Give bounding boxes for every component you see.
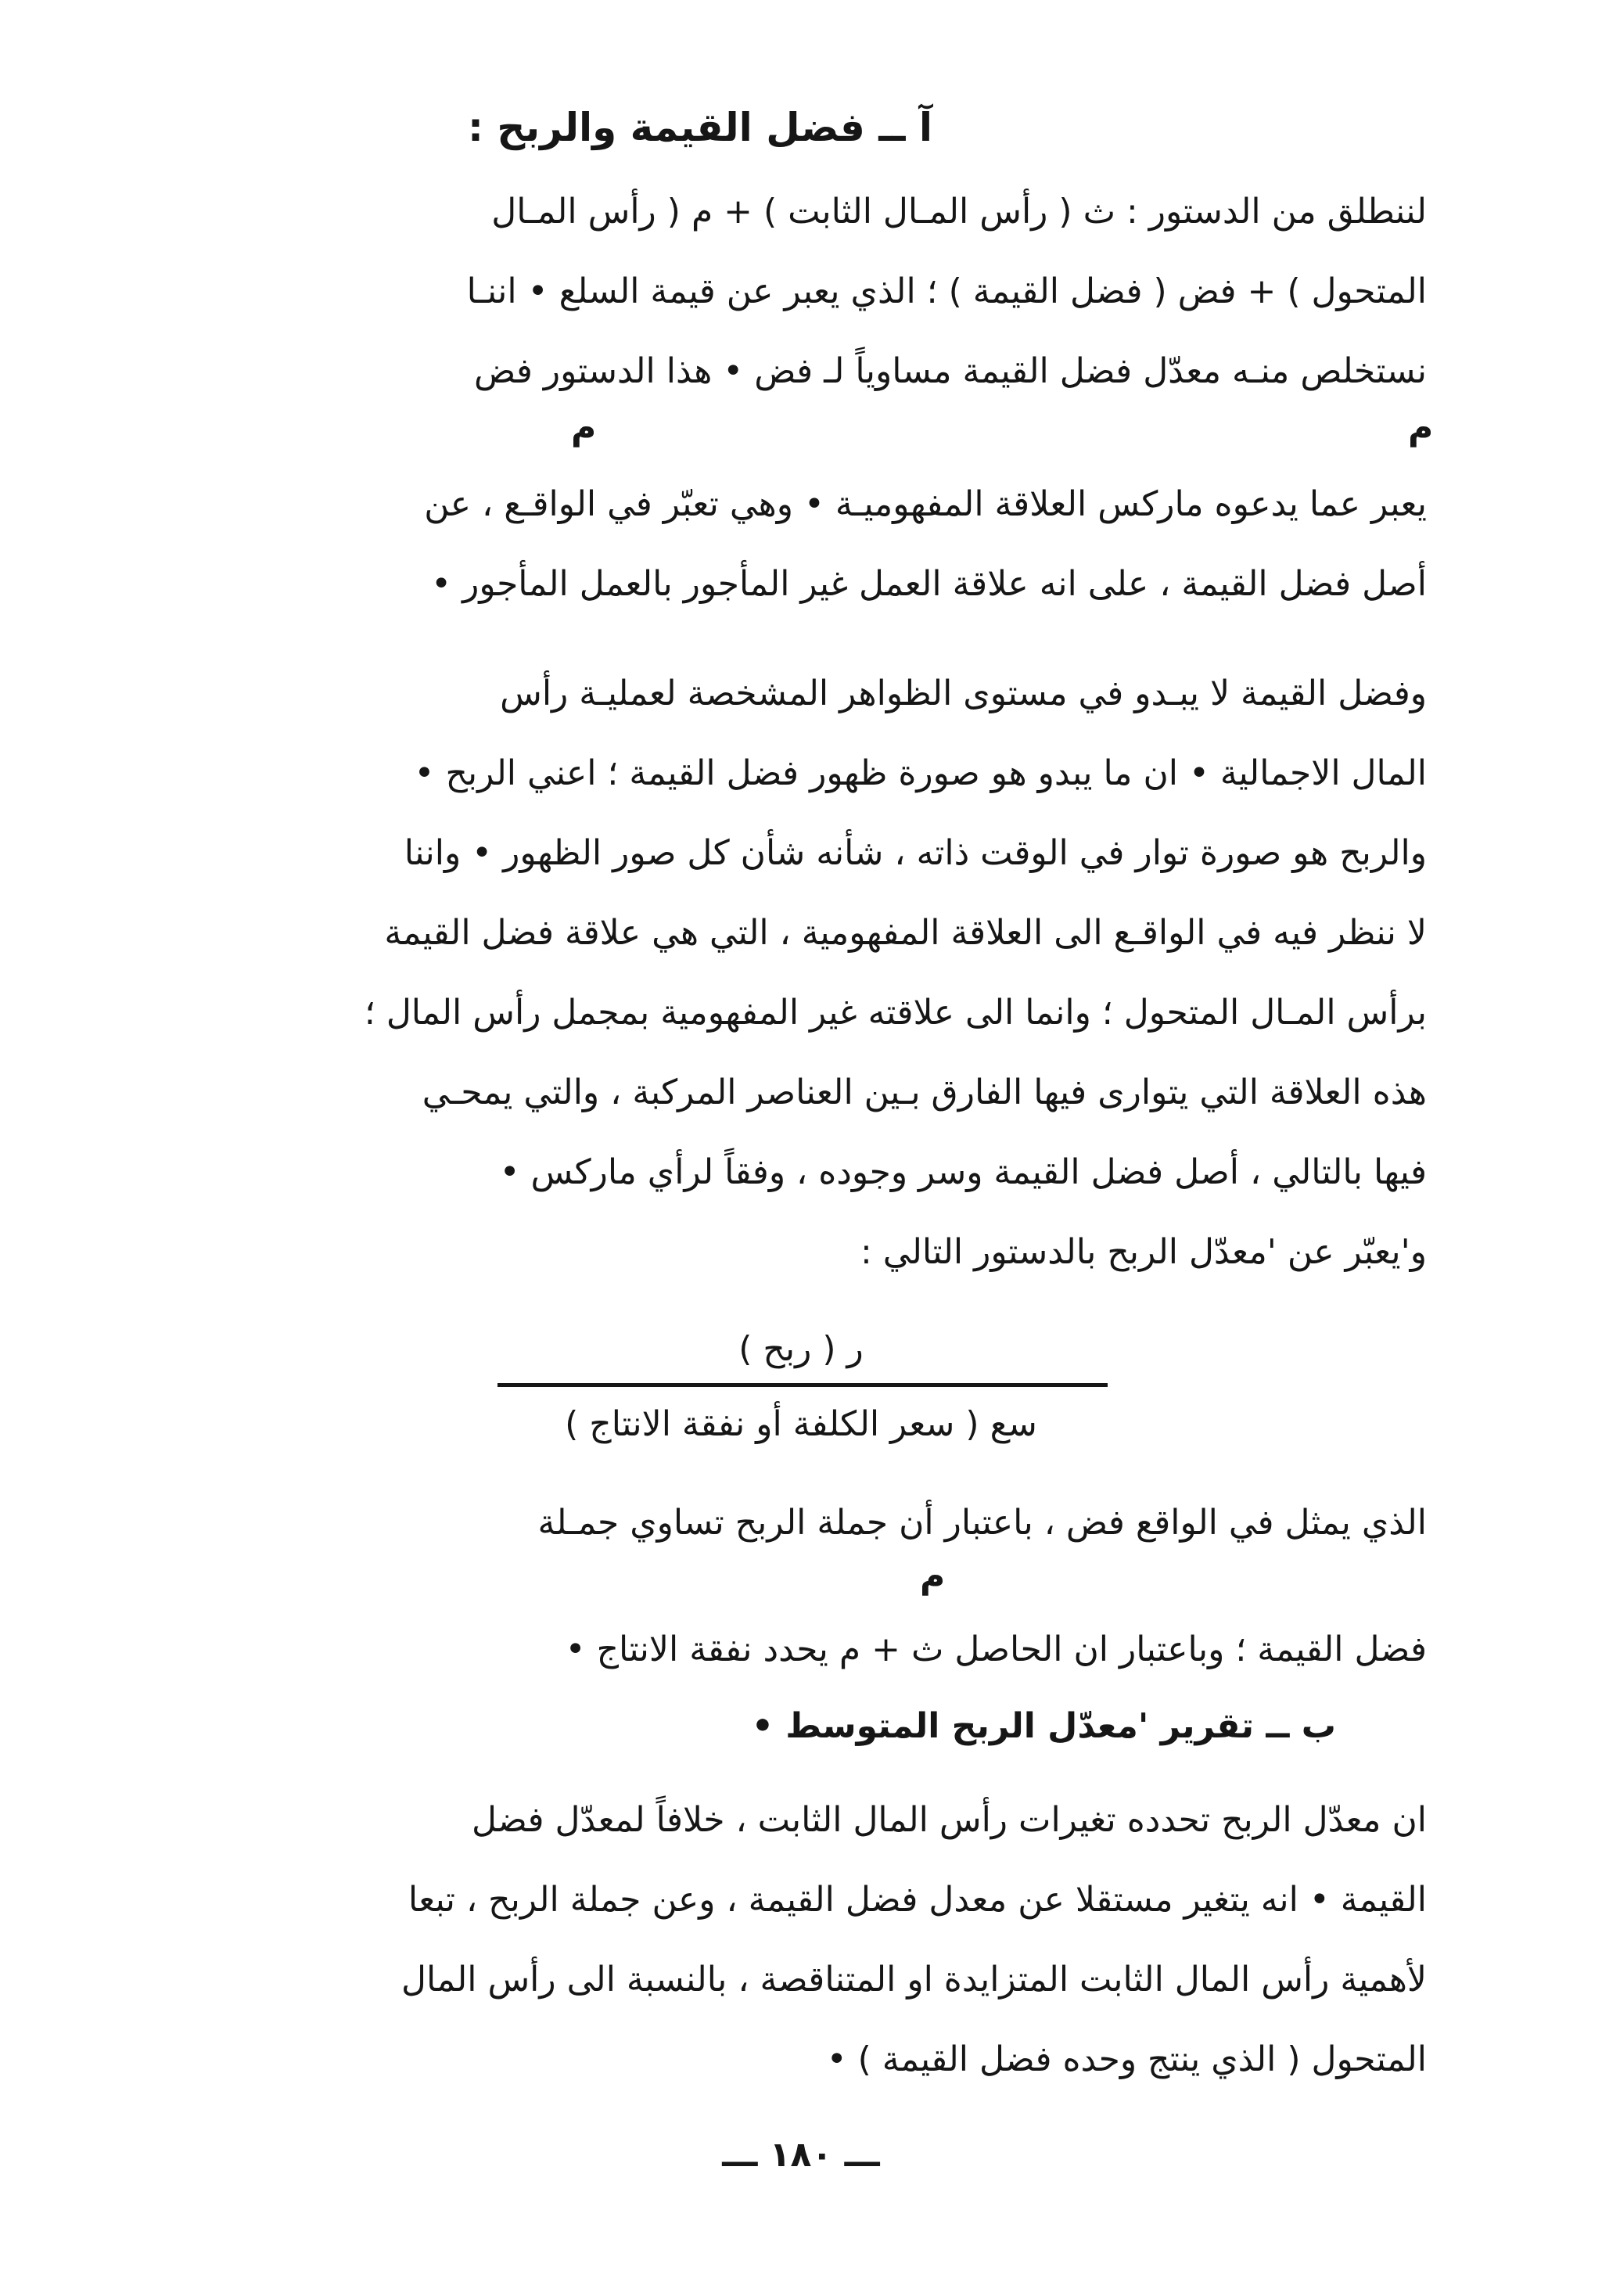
- paragraph-1-line-2: المتحول ) + فض ( فضل القيمة ) ؛ الذي يعبر عن قيمة السلع • اننـا: [466, 271, 1427, 311]
- paragraph-1-line-5: أصل فضل القيمة ، على انه علاقة العمل غير المأجور بالعمل المأجور •: [431, 564, 1427, 604]
- paragraph-2-line-7: فيها بالتالي ، أصل فضل القيمة وسر وجوده ، وفقاً لرأي ماركس •: [499, 1152, 1427, 1192]
- paragraph-1-line-1: لننطلق من الدستور : ث ( رأس المـال الثابت ) + م ( رأس المـال: [491, 192, 1427, 232]
- paragraph-4-line-3: لأهمية رأس المال الثابت المتزايدة او المتناقصة ، بالنسبة الى رأس المال: [401, 1960, 1427, 2000]
- paragraph-4-line-2: القيمة • انه يتغير مستقلا عن معدل فضل القيمة ، وعن جملة الربح ، تبعا: [408, 1880, 1427, 1920]
- paragraph-1-line-3: نستخلص منـه معدّل فضل القيمة مساوياً لـ فض • هذا الدستور فض: [473, 351, 1427, 391]
- fraction-denominator-1: م: [1408, 408, 1434, 447]
- paragraph-2-line-1: وفضل القيمة لا يبـدو في مستوى الظواهر المشخصة لعمليـة رأس: [500, 674, 1427, 713]
- paragraph-4-line-4: المتحول ( الذي ينتج وحده فضل القيمة ) •: [826, 2039, 1427, 2079]
- paragraph-2-line-2: المال الاجمالية • ان ما يبدو هو صورة ظهور فضل القيمة ؛ اعني الربح •: [414, 753, 1427, 793]
- formula-numerator: ر ( ربح ): [738, 1329, 864, 1369]
- fraction-denominator-2: م: [571, 408, 597, 447]
- paragraph-2-line-5: برأس المـال المتحول ؛ وانما الى علاقته غير المفهومية بمجمل رأس المال ؛: [364, 993, 1427, 1033]
- fraction-bar: [497, 1383, 1108, 1387]
- paragraph-4-line-1: ان معدّل الربح تحدده تغيرات رأس المال الثابت ، خلافاً لمعدّل فضل: [472, 1800, 1427, 1840]
- paragraph-3-line-1: الذي يمثل في الواقع فض ، باعتبار أن جملة الربح تساوي جمـلة: [537, 1503, 1427, 1543]
- paragraph-2-line-6: هذه العلاقة التي يتوارى فيها الفارق بـين العناصر المركبة ، والتي يمحـي: [422, 1073, 1427, 1112]
- paragraph-2-line-8: و'يعبّر عن 'معدّل الربح بالدستور التالي :: [860, 1232, 1427, 1272]
- formula-denominator: سع ( سعر الكلفة أو نفقة الانتاج ): [565, 1404, 1037, 1444]
- section-heading-a: آ ــ فضل القيمة والربح :: [467, 105, 932, 150]
- section-heading-b: ب ــ تقرير 'معدّل الربح المتوسط •: [751, 1706, 1336, 1746]
- fraction-denominator-3: م: [920, 1556, 946, 1596]
- paragraph-2-line-3: والربح هو صورة توار في الوقت ذاته ، شأنه شأن كل صور الظهور • واننا: [404, 833, 1427, 873]
- page-number: ـــ ١٨٠ ـــ: [722, 2135, 880, 2175]
- paragraph-3-line-2: فضل القيمة ؛ وباعتبار ان الحاصل ث + م يحدد نفقة الانتاج •: [565, 1629, 1427, 1669]
- paragraph-2-line-4: لا ننظر فيه في الواقـع الى العلاقة المفهومية ، التي هي علاقة فضل القيمة: [384, 913, 1427, 953]
- paragraph-1-line-4: يعبر عما يدعوه ماركس العلاقة المفهوميـة • وهي تعبّر في الواقـع ، عن: [424, 484, 1427, 524]
